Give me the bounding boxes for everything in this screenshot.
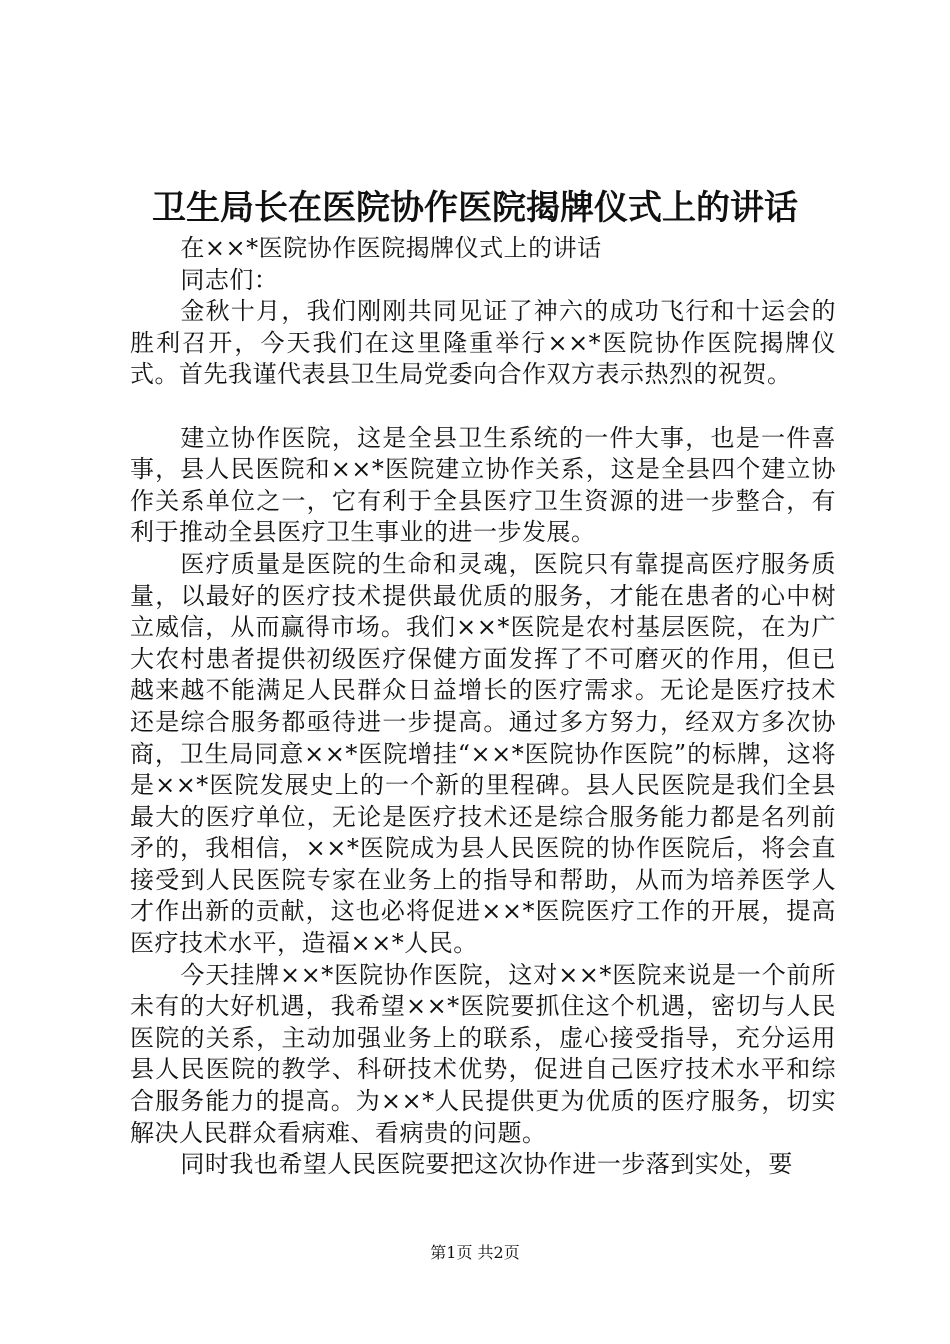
page-footer: 第1页 共2页: [430, 1243, 520, 1262]
paragraph-opportunity: 今天挂牌××*医院协作医院，这对××*医院来说是一个前所未有的大好机遇，我希望××*医院要抓住这个机遇，密切与人民医院的关系，主动加强业务上的联系，虚心接受指导，充分运用县人民医院的教学、科研技术优势，促进自己医疗技术水平和综合服务能力的提高。为××*人民提供更为优质的医疗服务，切实解决人民群众看病难、看病贵的问题。: [130, 960, 836, 1147]
paragraph-quality: 医疗质量是医院的生命和灵魂，医院只有靠提高医疗服务质量，以最好的医疗技术提供最优质的服务，才能在患者的心中树立威信，从而赢得市场。我们××*医院是农村基层医院，在为广大农村患者提供初级医疗保健方面发挥了不可磨灭的作用，但已越来越不能满足人民群众日益增长的医疗需求。无论是医疗技术还是综合服务都亟待进一步提高。通过多方努力，经双方多次协商，卫生局同意××*医院增挂“××*医院协作医院”的标牌，这将是××*医院发展史上的一个新的里程碑。县人民医院是我们全县最大的医疗单位，无论是医疗技术还是综合服务能力都是名列前矛的，我相信，××*医院成为县人民医院的协作医院后，将会直接受到人民医院专家在业务上的指导和帮助，从而为培养医学人才作出新的贡献，这也必将促进××*医院医疗工作的开展，提高医疗技术水平，造福××*人民。: [130, 549, 836, 958]
speech-subtitle: 在××*医院协作医院揭牌仪式上的讲话: [180, 234, 602, 262]
paragraph-expectation: 同时我也希望人民医院要把这次协作进一步落到实处，要: [180, 1150, 793, 1179]
document-title: 卫生局长在医院协作医院揭牌仪式上的讲话: [152, 188, 798, 228]
salutation: 同志们：: [180, 265, 279, 294]
document-body: [130, 233, 836, 1181]
paragraph-significance: 建立协作医院，这是全县卫生系统的一件大事，也是一件喜事，县人民医院和××*医院建立协作关系，这是全县四个建立协作关系单位之一，它有利于全县医疗卫生资源的进一步整合，有利于推动全县医疗卫生事业的进一步发展。: [130, 423, 836, 547]
paragraph-opening: 金秋十月，我们刚刚共同见证了神六的成功飞行和十运会的胜利召开，今天我们在这里隆重举行××*医院协作医院揭牌仪式。首先我谨代表县卫生局党委向合作双方表示热烈的祝贺。: [130, 297, 836, 389]
